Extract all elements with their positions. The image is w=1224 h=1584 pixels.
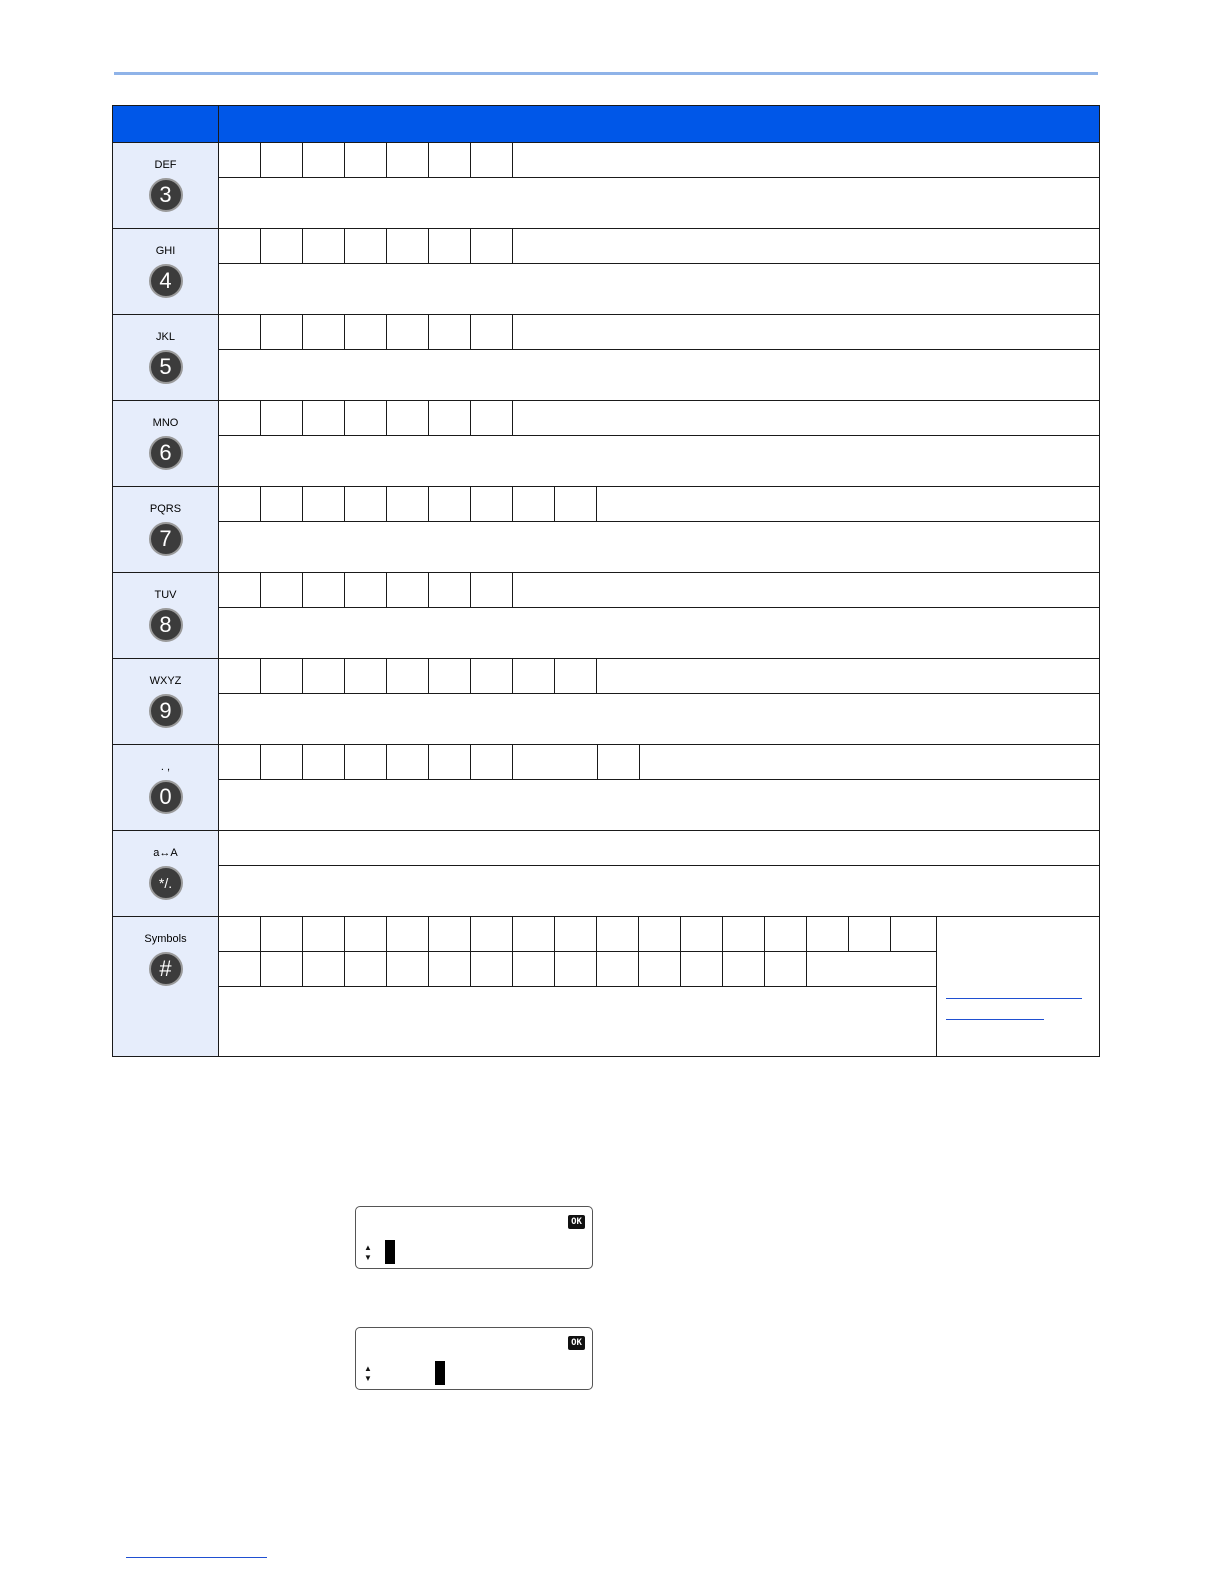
character-cells <box>219 315 1099 350</box>
header-key-column <box>113 106 219 142</box>
row-description <box>219 608 1099 658</box>
table-row-key-5 <box>112 315 1100 401</box>
key-cell <box>113 487 219 572</box>
character-cells <box>219 659 1099 694</box>
row-description <box>219 694 1099 744</box>
table-row-key-9 <box>112 659 1100 745</box>
row-description <box>219 436 1099 486</box>
symbol-cells-row-1 <box>219 917 936 952</box>
key-cell <box>113 745 219 830</box>
character-cells <box>219 143 1099 178</box>
table-row-key-4 <box>112 229 1100 315</box>
character-cells <box>219 487 1099 522</box>
key-cell <box>113 401 219 486</box>
key-cell <box>113 831 219 916</box>
reference-link[interactable] <box>946 998 1082 999</box>
character-cells <box>219 573 1099 608</box>
character-cells <box>219 831 1099 866</box>
lcd-screen-example <box>355 1206 593 1269</box>
row-description <box>219 264 1099 314</box>
key-9-button-icon: 9 <box>149 694 183 728</box>
footer-link[interactable] <box>126 1557 267 1558</box>
key-letters-label: Symbols <box>144 933 187 945</box>
table-row-key-8 <box>112 573 1100 659</box>
key-cell <box>113 917 219 1056</box>
key-letters-label: JKL <box>156 331 175 343</box>
table-row-key-asterisk <box>112 831 1100 917</box>
table-row-key-7 <box>112 487 1100 573</box>
key-letters-label: PQRS <box>149 503 182 515</box>
reference-cell <box>937 917 1099 1056</box>
key-letters-label: TUV <box>154 589 177 601</box>
key-7-button-icon: 7 <box>149 522 183 556</box>
character-entry-table <box>112 105 1100 1057</box>
key-cell <box>113 315 219 400</box>
text-cursor <box>435 1361 445 1385</box>
row-description <box>219 178 1099 228</box>
ok-icon: OK <box>568 1336 585 1350</box>
up-down-arrow-icon: ▲ ▼ <box>364 1243 372 1262</box>
row-description <box>219 780 1099 830</box>
hash-key-button-icon: # <box>149 952 183 986</box>
page-top-rule <box>114 72 1098 75</box>
key-letters-label: a↔A <box>153 847 178 859</box>
character-cells <box>219 401 1099 436</box>
key-0-button-icon: 0 <box>149 780 183 814</box>
table-row-key-hash <box>112 917 1100 1057</box>
key-cell <box>113 229 219 314</box>
key-letters-label: DEF <box>154 159 177 171</box>
up-down-arrow-icon: ▲ ▼ <box>364 1364 372 1383</box>
character-cells <box>219 745 1099 780</box>
key-cell <box>113 573 219 658</box>
key-4-button-icon: 4 <box>149 264 183 298</box>
key-letters-label: GHI <box>155 245 176 257</box>
table-row-key-6 <box>112 401 1100 487</box>
key-3-button-icon: 3 <box>149 178 183 212</box>
key-6-button-icon: 6 <box>149 436 183 470</box>
asterisk-key-button-icon: */. <box>149 866 183 900</box>
row-description <box>219 987 936 1056</box>
header-characters-column <box>219 106 1099 142</box>
table-row-key-3 <box>112 143 1100 229</box>
lcd-screen-example <box>355 1327 593 1390</box>
table-header <box>112 105 1100 143</box>
key-letters-label: . , <box>160 761 171 773</box>
key-5-button-icon: 5 <box>149 350 183 384</box>
table-row-key-0 <box>112 745 1100 831</box>
symbol-cells-row-2 <box>219 952 936 987</box>
reference-link[interactable] <box>946 1019 1044 1020</box>
ok-icon: OK <box>568 1215 585 1229</box>
row-description <box>219 350 1099 400</box>
row-description <box>219 866 1099 916</box>
key-letters-label: MNO <box>152 417 179 429</box>
key-8-button-icon: 8 <box>149 608 183 642</box>
text-cursor <box>385 1240 395 1264</box>
key-letters-label: WXYZ <box>149 675 182 687</box>
key-cell <box>113 659 219 744</box>
key-cell <box>113 143 219 228</box>
row-description <box>219 522 1099 572</box>
character-cells <box>219 229 1099 264</box>
